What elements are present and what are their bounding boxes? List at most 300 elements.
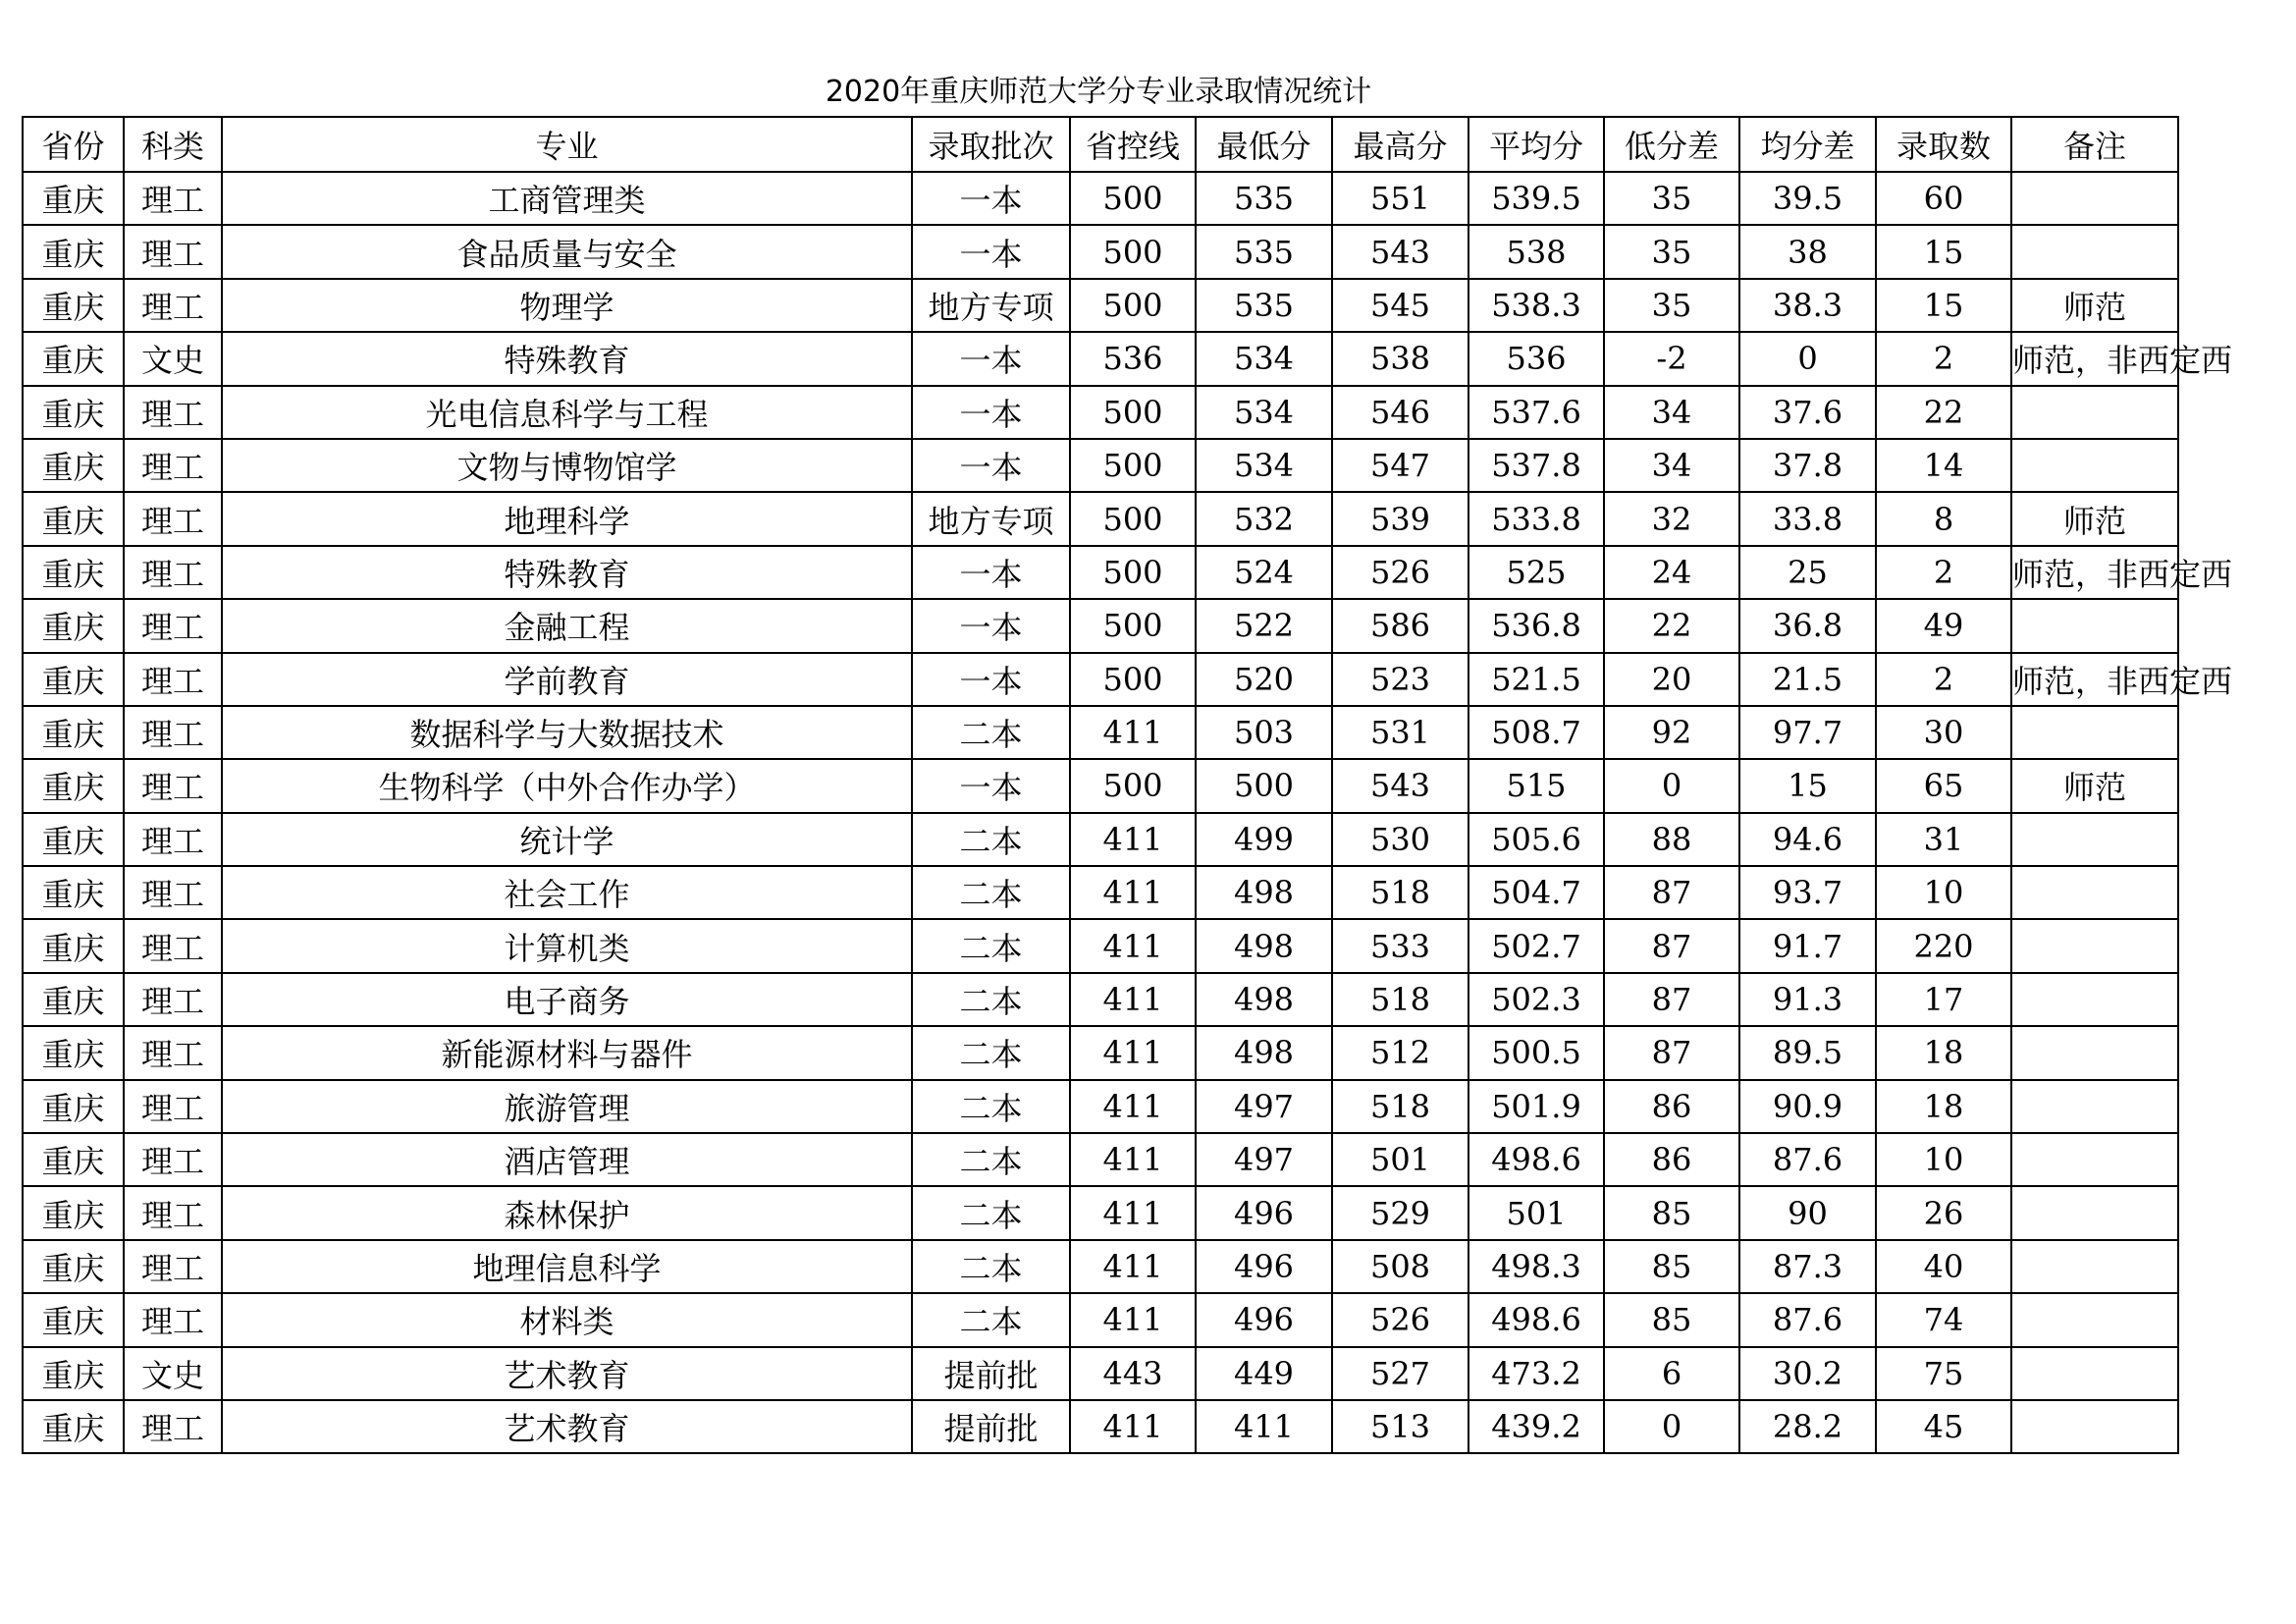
table-row [23,813,2178,866]
table-row [23,492,2178,545]
cell-province: 重庆 [23,172,124,225]
cell-avg-diff: 91.7 [1739,919,1876,972]
cell-max-score: 545 [1332,279,1468,332]
cell-max-score: 551 [1332,172,1468,225]
cell-min-diff: 85 [1604,1293,1739,1346]
cell-remark: 师范，非西定西 [2011,332,2178,385]
cell-remark [2011,1400,2178,1453]
cell-province: 重庆 [23,279,124,332]
cell-min-score: 524 [1196,546,1332,599]
cell-admitted: 31 [1876,813,2011,866]
cell-min-diff: 86 [1604,1080,1739,1133]
cell-min-diff: 85 [1604,1240,1739,1293]
cell-min-diff: 34 [1604,439,1739,492]
cell-min-diff: 24 [1604,546,1739,599]
cell-category: 理工 [124,172,222,225]
cell-remark: 师范，非西定西 [2011,546,2178,599]
cell-batch: 地方专项 [912,279,1070,332]
cell-category: 理工 [124,866,222,919]
cell-max-score: 501 [1332,1133,1468,1186]
cell-max-score: 531 [1332,706,1468,759]
table-row [23,225,2178,278]
cell-max-score: 586 [1332,599,1468,652]
cell-major: 地理科学 [222,492,912,545]
cell-admitted: 17 [1876,973,2011,1026]
cell-control-line: 411 [1070,813,1196,866]
table-row [23,439,2178,492]
cell-avg-diff: 15 [1739,759,1876,812]
cell-max-score: 518 [1332,866,1468,919]
cell-batch: 提前批 [912,1400,1070,1453]
cell-avg-score: 505.6 [1468,813,1604,866]
cell-remark [2011,1080,2178,1133]
cell-min-diff: 35 [1604,225,1739,278]
cell-avg-diff: 28.2 [1739,1400,1876,1453]
cell-category: 理工 [124,386,222,439]
cell-category: 理工 [124,759,222,812]
cell-avg-score: 515 [1468,759,1604,812]
cell-major: 金融工程 [222,599,912,652]
cell-min-diff: 0 [1604,759,1739,812]
cell-min-score: 411 [1196,1400,1332,1453]
cell-min-diff: 0 [1604,1400,1739,1453]
table-row [23,1293,2178,1346]
cell-category: 文史 [124,1347,222,1400]
cell-min-diff: 20 [1604,653,1739,706]
cell-remark [2011,225,2178,278]
cell-province: 重庆 [23,1133,124,1186]
header-avg-diff: 均分差 [1739,117,1876,172]
cell-remark [2011,813,2178,866]
cell-control-line: 411 [1070,1080,1196,1133]
cell-remark [2011,172,2178,225]
cell-control-line: 411 [1070,919,1196,972]
cell-province: 重庆 [23,492,124,545]
header-avg-score: 平均分 [1468,117,1604,172]
cell-province: 重庆 [23,1026,124,1079]
table-row [23,1347,2178,1400]
cell-control-line: 500 [1070,759,1196,812]
cell-major: 酒店管理 [222,1133,912,1186]
cell-max-score: 513 [1332,1400,1468,1453]
cell-category: 文史 [124,332,222,385]
cell-min-diff: 6 [1604,1347,1739,1400]
cell-admitted: 15 [1876,225,2011,278]
cell-avg-score: 537.8 [1468,439,1604,492]
header-min-score: 最低分 [1196,117,1332,172]
cell-max-score: 543 [1332,225,1468,278]
cell-min-score: 498 [1196,866,1332,919]
cell-remark [2011,599,2178,652]
cell-admitted: 8 [1876,492,2011,545]
cell-remark [2011,919,2178,972]
cell-max-score: 538 [1332,332,1468,385]
cell-category: 理工 [124,919,222,972]
cell-remark [2011,866,2178,919]
cell-avg-score: 538 [1468,225,1604,278]
cell-admitted: 49 [1876,599,2011,652]
cell-major: 特殊教育 [222,546,912,599]
cell-remark [2011,973,2178,1026]
cell-category: 理工 [124,706,222,759]
cell-min-score: 499 [1196,813,1332,866]
table-row [23,706,2178,759]
cell-min-score: 496 [1196,1240,1332,1293]
cell-max-score: 529 [1332,1186,1468,1239]
cell-remark [2011,1026,2178,1079]
cell-major: 学前教育 [222,653,912,706]
cell-category: 理工 [124,279,222,332]
cell-avg-diff: 94.6 [1739,813,1876,866]
table-row [23,653,2178,706]
cell-avg-diff: 37.8 [1739,439,1876,492]
cell-avg-score: 537.6 [1468,386,1604,439]
cell-batch: 一本 [912,172,1070,225]
cell-remark [2011,439,2178,492]
cell-avg-diff: 87.3 [1739,1240,1876,1293]
cell-avg-diff: 89.5 [1739,1026,1876,1079]
cell-remark [2011,386,2178,439]
cell-remark: 师范 [2011,279,2178,332]
header-min-diff: 低分差 [1604,117,1739,172]
cell-admitted: 10 [1876,1133,2011,1186]
cell-control-line: 411 [1070,1186,1196,1239]
cell-avg-diff: 38 [1739,225,1876,278]
cell-province: 重庆 [23,1400,124,1453]
cell-major: 工商管理类 [222,172,912,225]
cell-avg-diff: 38.3 [1739,279,1876,332]
cell-category: 理工 [124,439,222,492]
cell-min-diff: 35 [1604,172,1739,225]
cell-min-score: 500 [1196,759,1332,812]
cell-min-diff: 87 [1604,1026,1739,1079]
cell-admitted: 60 [1876,172,2011,225]
cell-admitted: 18 [1876,1026,2011,1079]
cell-avg-score: 508.7 [1468,706,1604,759]
cell-avg-diff: 87.6 [1739,1293,1876,1346]
cell-control-line: 500 [1070,492,1196,545]
cell-category: 理工 [124,1026,222,1079]
table-row [23,546,2178,599]
cell-admitted: 74 [1876,1293,2011,1346]
cell-avg-score: 536 [1468,332,1604,385]
cell-remark [2011,706,2178,759]
cell-min-diff: 87 [1604,866,1739,919]
cell-remark: 师范 [2011,759,2178,812]
cell-min-diff: 22 [1604,599,1739,652]
cell-category: 理工 [124,492,222,545]
cell-avg-diff: 39.5 [1739,172,1876,225]
cell-major: 物理学 [222,279,912,332]
cell-max-score: 526 [1332,1293,1468,1346]
cell-avg-score: 501 [1468,1186,1604,1239]
header-province: 省份 [23,117,124,172]
cell-max-score: 547 [1332,439,1468,492]
cell-batch: 二本 [912,973,1070,1026]
cell-avg-score: 498.6 [1468,1293,1604,1346]
table-row [23,919,2178,972]
cell-major: 生物科学（中外合作办学） [222,759,912,812]
cell-category: 理工 [124,653,222,706]
header-row [23,117,2178,172]
cell-province: 重庆 [23,225,124,278]
cell-batch: 二本 [912,1080,1070,1133]
cell-avg-score: 502.3 [1468,973,1604,1026]
cell-category: 理工 [124,1293,222,1346]
cell-province: 重庆 [23,1293,124,1346]
cell-major: 社会工作 [222,866,912,919]
table-row [23,332,2178,385]
cell-admitted: 26 [1876,1186,2011,1239]
cell-min-score: 497 [1196,1080,1332,1133]
cell-batch: 一本 [912,332,1070,385]
cell-control-line: 536 [1070,332,1196,385]
cell-province: 重庆 [23,546,124,599]
cell-control-line: 500 [1070,599,1196,652]
cell-avg-score: 525 [1468,546,1604,599]
cell-admitted: 15 [1876,279,2011,332]
header-major: 专业 [222,117,912,172]
cell-province: 重庆 [23,866,124,919]
cell-avg-diff: 90 [1739,1186,1876,1239]
cell-avg-diff: 97.7 [1739,706,1876,759]
cell-min-score: 498 [1196,919,1332,972]
cell-province: 重庆 [23,1240,124,1293]
cell-avg-score: 502.7 [1468,919,1604,972]
cell-avg-score: 538.3 [1468,279,1604,332]
cell-province: 重庆 [23,439,124,492]
cell-min-score: 535 [1196,172,1332,225]
cell-avg-diff: 21.5 [1739,653,1876,706]
cell-min-diff: 87 [1604,919,1739,972]
cell-avg-diff: 0 [1739,332,1876,385]
cell-avg-score: 498.3 [1468,1240,1604,1293]
cell-min-score: 534 [1196,386,1332,439]
cell-max-score: 543 [1332,759,1468,812]
cell-avg-score: 501.9 [1468,1080,1604,1133]
cell-batch: 二本 [912,706,1070,759]
cell-admitted: 22 [1876,386,2011,439]
cell-min-diff: 92 [1604,706,1739,759]
cell-min-score: 449 [1196,1347,1332,1400]
cell-major: 艺术教育 [222,1347,912,1400]
cell-control-line: 411 [1070,866,1196,919]
cell-control-line: 411 [1070,973,1196,1026]
cell-batch: 地方专项 [912,492,1070,545]
header-remark: 备注 [2011,117,2178,172]
cell-major: 地理信息科学 [222,1240,912,1293]
header-max-score: 最高分 [1332,117,1468,172]
cell-control-line: 411 [1070,706,1196,759]
cell-max-score: 546 [1332,386,1468,439]
cell-major: 电子商务 [222,973,912,1026]
cell-max-score: 523 [1332,653,1468,706]
cell-avg-diff: 90.9 [1739,1080,1876,1133]
cell-admitted: 40 [1876,1240,2011,1293]
cell-province: 重庆 [23,599,124,652]
cell-avg-diff: 30.2 [1739,1347,1876,1400]
cell-major: 数据科学与大数据技术 [222,706,912,759]
cell-batch: 一本 [912,386,1070,439]
cell-min-score: 532 [1196,492,1332,545]
cell-max-score: 512 [1332,1026,1468,1079]
cell-admitted: 10 [1876,866,2011,919]
table-row [23,1026,2178,1079]
cell-avg-score: 500.5 [1468,1026,1604,1079]
cell-min-score: 497 [1196,1133,1332,1186]
cell-avg-score: 498.6 [1468,1133,1604,1186]
cell-max-score: 530 [1332,813,1468,866]
cell-batch: 一本 [912,225,1070,278]
cell-province: 重庆 [23,759,124,812]
cell-province: 重庆 [23,1080,124,1133]
cell-max-score: 539 [1332,492,1468,545]
cell-major: 旅游管理 [222,1080,912,1133]
cell-min-diff: 88 [1604,813,1739,866]
cell-avg-diff: 93.7 [1739,866,1876,919]
cell-min-diff: 35 [1604,279,1739,332]
cell-batch: 一本 [912,546,1070,599]
cell-category: 理工 [124,813,222,866]
cell-category: 理工 [124,1133,222,1186]
cell-remark [2011,1347,2178,1400]
cell-avg-score: 504.7 [1468,866,1604,919]
cell-category: 理工 [124,1240,222,1293]
cell-min-diff: 86 [1604,1133,1739,1186]
cell-avg-score: 473.2 [1468,1347,1604,1400]
table-row [23,1133,2178,1186]
cell-max-score: 533 [1332,919,1468,972]
header-category: 科类 [124,117,222,172]
cell-admitted: 14 [1876,439,2011,492]
cell-category: 理工 [124,1186,222,1239]
table-row [23,386,2178,439]
cell-batch: 一本 [912,759,1070,812]
cell-max-score: 526 [1332,546,1468,599]
cell-major: 食品质量与安全 [222,225,912,278]
cell-major: 材料类 [222,1293,912,1346]
cell-control-line: 443 [1070,1347,1196,1400]
cell-batch: 一本 [912,439,1070,492]
cell-control-line: 500 [1070,279,1196,332]
cell-major: 光电信息科学与工程 [222,386,912,439]
table-row [23,1080,2178,1133]
header-control-line: 省控线 [1070,117,1196,172]
cell-major: 新能源材料与器件 [222,1026,912,1079]
cell-avg-score: 539.5 [1468,172,1604,225]
cell-avg-score: 439.2 [1468,1400,1604,1453]
cell-batch: 二本 [912,1186,1070,1239]
cell-min-score: 503 [1196,706,1332,759]
table-row [23,973,2178,1026]
table-row [23,599,2178,652]
cell-province: 重庆 [23,1347,124,1400]
cell-major: 森林保护 [222,1186,912,1239]
header-admitted: 录取数 [1876,117,2011,172]
cell-control-line: 500 [1070,225,1196,278]
cell-control-line: 500 [1070,386,1196,439]
cell-remark: 师范 [2011,492,2178,545]
cell-admitted: 2 [1876,546,2011,599]
cell-category: 理工 [124,1080,222,1133]
cell-control-line: 500 [1070,653,1196,706]
cell-major: 文物与博物馆学 [222,439,912,492]
cell-avg-score: 536.8 [1468,599,1604,652]
cell-batch: 二本 [912,1133,1070,1186]
cell-category: 理工 [124,1400,222,1453]
cell-max-score: 518 [1332,973,1468,1026]
cell-batch: 一本 [912,599,1070,652]
cell-province: 重庆 [23,1186,124,1239]
cell-min-score: 496 [1196,1186,1332,1239]
cell-min-diff: 87 [1604,973,1739,1026]
table-row [23,866,2178,919]
cell-batch: 二本 [912,1026,1070,1079]
cell-major: 计算机类 [222,919,912,972]
cell-min-score: 535 [1196,225,1332,278]
cell-major: 统计学 [222,813,912,866]
cell-max-score: 508 [1332,1240,1468,1293]
cell-min-diff: 85 [1604,1186,1739,1239]
cell-control-line: 411 [1070,1400,1196,1453]
cell-control-line: 411 [1070,1293,1196,1346]
table-row [23,1400,2178,1453]
cell-batch: 二本 [912,813,1070,866]
cell-batch: 二本 [912,919,1070,972]
cell-min-score: 498 [1196,1026,1332,1079]
cell-admitted: 65 [1876,759,2011,812]
table-row [23,172,2178,225]
cell-avg-score: 521.5 [1468,653,1604,706]
table-row [23,1186,2178,1239]
admission-table [22,116,2233,1454]
cell-avg-diff: 33.8 [1739,492,1876,545]
cell-batch: 提前批 [912,1347,1070,1400]
cell-min-diff: -2 [1604,332,1739,385]
table-row [23,279,2178,332]
cell-min-score: 520 [1196,653,1332,706]
cell-province: 重庆 [23,332,124,385]
cell-min-diff: 34 [1604,386,1739,439]
header-batch: 录取批次 [912,117,1070,172]
cell-batch: 一本 [912,653,1070,706]
table-row [23,759,2178,812]
cell-remark [2011,1293,2178,1346]
cell-admitted: 75 [1876,1347,2011,1400]
cell-category: 理工 [124,973,222,1026]
cell-province: 重庆 [23,653,124,706]
table-row [23,1240,2178,1293]
cell-province: 重庆 [23,706,124,759]
cell-category: 理工 [124,546,222,599]
cell-province: 重庆 [23,386,124,439]
cell-admitted: 2 [1876,332,2011,385]
cell-max-score: 518 [1332,1080,1468,1133]
cell-major: 艺术教育 [222,1400,912,1453]
cell-admitted: 18 [1876,1080,2011,1133]
cell-avg-diff: 91.3 [1739,973,1876,1026]
cell-admitted: 2 [1876,653,2011,706]
cell-batch: 二本 [912,1240,1070,1293]
cell-admitted: 45 [1876,1400,2011,1453]
cell-batch: 二本 [912,866,1070,919]
cell-avg-score: 533.8 [1468,492,1604,545]
cell-admitted: 30 [1876,706,2011,759]
cell-control-line: 411 [1070,1240,1196,1293]
cell-min-score: 535 [1196,279,1332,332]
cell-province: 重庆 [23,973,124,1026]
cell-min-score: 534 [1196,439,1332,492]
